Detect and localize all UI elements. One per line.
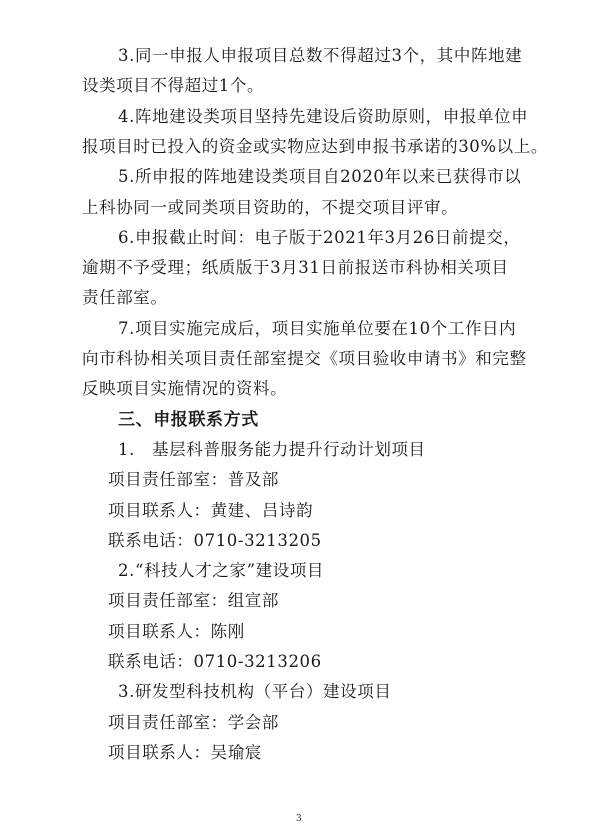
paragraph-7-line-2: 向市科协相关项目责任部室提交《项目验收申请书》和完整 <box>82 349 527 368</box>
paragraph-6-line-2: 逾期不予受理；纸质版于3月31日前报送市科协相关项目 <box>82 258 509 277</box>
paragraph-3-line-2: 设类项目不得超过1个。 <box>82 76 265 95</box>
paragraph-5-line-1: 5.所申报的阵地建设类项目自2020年以来已获得市以 <box>118 167 522 186</box>
item-2-contact: 项目联系人：陈刚 <box>108 622 245 641</box>
paragraph-7-line-3: 反映项目实施情况的资料。 <box>82 379 288 398</box>
paragraph-6-line-1: 6.申报截止时间：电子版于2021年3月26日前提交， <box>118 228 521 247</box>
section-heading: 三、申报联系方式 <box>118 410 259 430</box>
paragraph-6-line-3: 责任部室。 <box>82 288 168 307</box>
item-1-contact: 项目联系人：黄建、吕诗韵 <box>108 501 314 520</box>
item-3-title: 3.研发型科技机构（平台）建设项目 <box>118 682 392 701</box>
item-2-dept: 项目责任部室：组宣部 <box>108 591 279 610</box>
paragraph-3-line-1: 3.同一申报人申报项目总数不得超过3个，其中阵地建 <box>118 46 523 65</box>
paragraph-4-line-1: 4.阵地建设类项目坚持先建设后资助原则，申报单位申 <box>118 107 529 126</box>
item-1-dept: 项目责任部室：普及部 <box>108 470 279 489</box>
item-2-phone: 联系电话：0710-3213206 <box>108 652 322 671</box>
item-1-phone: 联系电话：0710-3213205 <box>108 531 322 550</box>
item-2-title: 2.“科技人才之家”建设项目 <box>118 561 325 580</box>
paragraph-7-line-1: 7.项目实施完成后，项目实施单位要在10个工作日内 <box>118 319 517 338</box>
page-number: 3 <box>296 814 302 824</box>
paragraph-5-line-2: 上科协同一或同类项目资助的，不提交项目评审。 <box>82 198 459 217</box>
item-1-title: 1. 基层科普服务能力提升行动计划项目 <box>118 440 426 459</box>
paragraph-4-line-2: 报项目时已投入的资金或实物应达到申报书承诺的30%以上。 <box>82 137 548 156</box>
item-3-contact: 项目联系人：吴瑜宸 <box>108 743 262 762</box>
item-3-dept: 项目责任部室：学会部 <box>108 713 279 732</box>
